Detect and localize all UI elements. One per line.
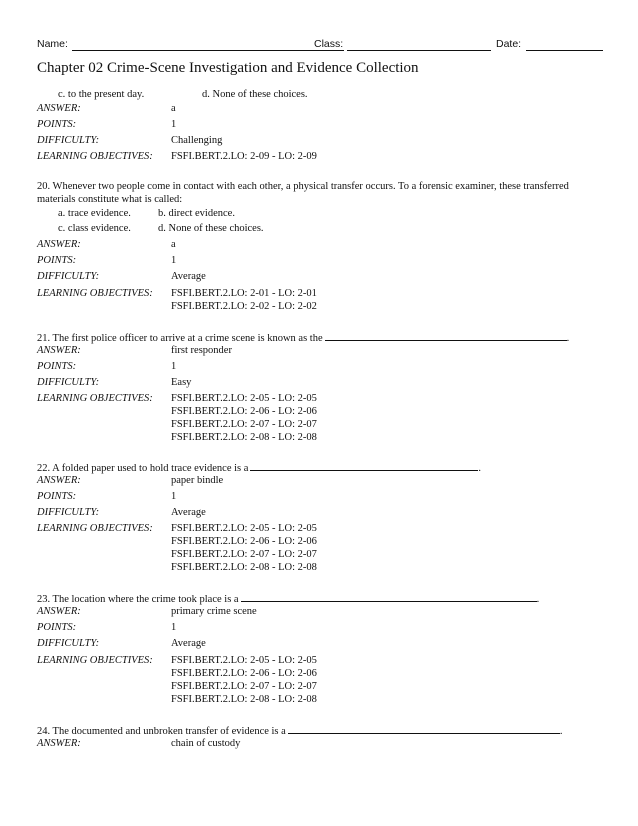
date-blank (526, 50, 603, 51)
q21-period: . (566, 333, 570, 344)
q22-objective: FSFI.BERT.2.LO: 2-07 - LO: 2-07 (171, 549, 317, 560)
q20-difficulty: Average (171, 271, 206, 282)
q19-option-c: c. to the present day. (58, 89, 145, 100)
q22-points: 1 (171, 491, 177, 502)
points-label: POINTS: (37, 491, 77, 502)
q23-objective: FSFI.BERT.2.LO: 2-06 - LO: 2-06 (171, 668, 317, 679)
objectives-label: LEARNING OBJECTIVES: (37, 393, 153, 404)
objectives-label: LEARNING OBJECTIVES: (37, 655, 153, 666)
q21-objective: FSFI.BERT.2.LO: 2-07 - LO: 2-07 (171, 419, 317, 430)
answer-label: ANSWER: (37, 345, 81, 356)
q23-question (37, 591, 539, 605)
q20-objective: FSFI.BERT.2.LO: 2-02 - LO: 2-02 (171, 301, 317, 312)
q21-points: 1 (171, 361, 177, 372)
q20-option-b: b. direct evidence. (158, 208, 235, 219)
q19-points: 1 (171, 119, 177, 130)
q20-option-a: a. trace evidence. (58, 208, 131, 219)
difficulty-label: DIFFICULTY: (37, 377, 100, 388)
q22-question (37, 460, 481, 474)
q24-blank (288, 723, 560, 734)
q19-objective: FSFI.BERT.2.LO: 2-09 - LO: 2-09 (171, 151, 317, 162)
points-label: POINTS: (37, 255, 77, 266)
name-blank (72, 50, 344, 51)
q21-objective: FSFI.BERT.2.LO: 2-06 - LO: 2-06 (171, 406, 317, 417)
q23-blank (241, 591, 537, 602)
difficulty-label: DIFFICULTY: (37, 507, 100, 518)
difficulty-label: DIFFICULTY: (37, 638, 100, 649)
answer-label: ANSWER: (37, 239, 81, 250)
points-label: POINTS: (37, 361, 77, 372)
q22-objective: FSFI.BERT.2.LO: 2-05 - LO: 2-05 (171, 523, 317, 534)
q20-option-c: c. class evidence. (58, 223, 131, 234)
page-title: Chapter 02 Crime-Scene Investigation and Evidence Collection (37, 60, 419, 76)
q23-period: . (536, 594, 540, 605)
answer-label: ANSWER: (37, 103, 81, 114)
q19-option-d: d. None of these choices. (202, 89, 308, 100)
q23-points: 1 (171, 622, 177, 633)
objectives-label: LEARNING OBJECTIVES: (37, 288, 153, 299)
answer-label: ANSWER: (37, 738, 81, 749)
q23-difficulty: Average (171, 638, 206, 649)
q20-objective: FSFI.BERT.2.LO: 2-01 - LO: 2-01 (171, 288, 317, 299)
q24-period: . (559, 726, 563, 737)
date-label: Date: (496, 38, 522, 50)
q21-answer: first responder (171, 345, 232, 356)
q21-objective: FSFI.BERT.2.LO: 2-08 - LO: 2-08 (171, 432, 317, 443)
q23-objective: FSFI.BERT.2.LO: 2-08 - LO: 2-08 (171, 694, 317, 705)
q19-answer: a (171, 103, 176, 114)
q23-text: 23. The location where the crime took place is a (37, 594, 239, 605)
q24-answer: chain of custody (171, 738, 241, 749)
q21-blank (325, 330, 567, 341)
q22-answer: paper bindle (171, 475, 224, 486)
objectives-label: LEARNING OBJECTIVES: (37, 151, 153, 162)
q24-text: 24. The documented and unbroken transfer of evidence is a (37, 726, 286, 737)
q22-difficulty: Average (171, 507, 206, 518)
q24-question (37, 723, 562, 737)
header-fields (37, 38, 603, 54)
q23-objective: FSFI.BERT.2.LO: 2-07 - LO: 2-07 (171, 681, 317, 692)
answer-label: ANSWER: (37, 475, 81, 486)
q20-answer: a (171, 239, 176, 250)
difficulty-label: DIFFICULTY: (37, 135, 100, 146)
q20-points: 1 (171, 255, 177, 266)
q23-objective: FSFI.BERT.2.LO: 2-05 - LO: 2-05 (171, 655, 317, 666)
q21-objective: FSFI.BERT.2.LO: 2-05 - LO: 2-05 (171, 393, 317, 404)
q22-text: 22. A folded paper used to hold trace evidence is a (37, 463, 249, 474)
class-blank (347, 50, 491, 51)
q22-period: . (478, 463, 482, 474)
q21-difficulty: Easy (171, 377, 192, 388)
q22-blank (250, 460, 478, 471)
q22-objective: FSFI.BERT.2.LO: 2-08 - LO: 2-08 (171, 562, 317, 573)
q20-option-d: d. None of these choices. (158, 223, 264, 234)
name-label: Name: (37, 38, 68, 50)
objectives-label: LEARNING OBJECTIVES: (37, 523, 153, 534)
points-label: POINTS: (37, 622, 77, 633)
q21-text: 21. The first police officer to arrive at a crime scene is known as the (37, 333, 323, 344)
points-label: POINTS: (37, 119, 77, 130)
difficulty-label: DIFFICULTY: (37, 271, 100, 282)
q21-question (37, 330, 569, 344)
q20-question: 20. Whenever two people come in contact with each other, a physical transfer occurs. To a forensic examiner, these transferred materials constitute what is called: (37, 181, 569, 205)
q22-objective: FSFI.BERT.2.LO: 2-06 - LO: 2-06 (171, 536, 317, 547)
q19-difficulty: Challenging (171, 135, 223, 146)
class-label: Class: (314, 38, 344, 50)
q23-answer: primary crime scene (171, 606, 257, 617)
answer-label: ANSWER: (37, 606, 81, 617)
